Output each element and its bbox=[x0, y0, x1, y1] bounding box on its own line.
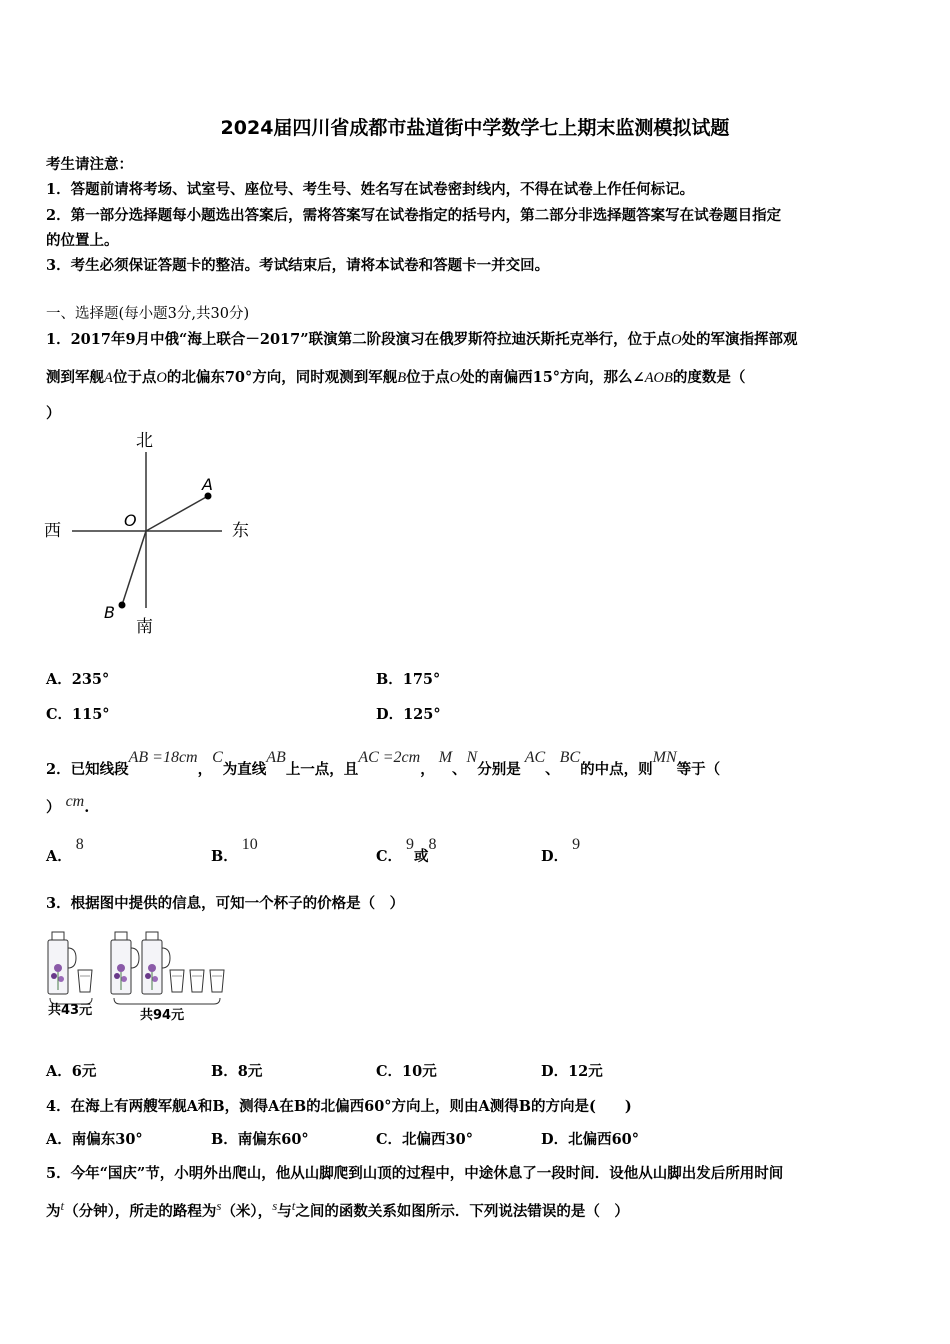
q3-option-c[interactable]: C．10元 bbox=[376, 1063, 437, 1080]
q4-stem: 4．在海上有两艘军舰A和B，测得A在B的北偏西60°方向上，则由A测得B的方向是( ) bbox=[46, 1098, 632, 1115]
q2-line-2: ） cm. bbox=[46, 793, 90, 816]
page-title: 2024届四川省成都市盐道街中学数学七上期末监测模拟试题 bbox=[220, 117, 730, 139]
cup-icon bbox=[170, 970, 184, 992]
label-west: 西 bbox=[44, 521, 61, 541]
q3-option-b[interactable]: B．8元 bbox=[211, 1063, 263, 1080]
thermos-icon bbox=[48, 932, 76, 994]
q5-line-2: 为t（分钟），所走的路程为s（米），s与t之间的函数关系如图所示．下列说法错误的是（ ） bbox=[46, 1198, 629, 1220]
q1-option-d[interactable]: D．125° bbox=[376, 706, 441, 723]
notice-item-2-cont: 的位置上。 bbox=[46, 232, 119, 249]
label-b: B bbox=[104, 603, 115, 622]
q1-direction-figure bbox=[40, 428, 270, 640]
ray-ob bbox=[122, 531, 146, 605]
q3-thermos-cups-figure bbox=[44, 926, 244, 1026]
label-total-94: 共94元 bbox=[140, 1008, 185, 1023]
q5-line-1: 5．今年“国庆”节，小明外出爬山，他从山脚爬到山顶的过程中，中途休息了一段时间．设他从山脚出发后所用时间 bbox=[46, 1165, 784, 1182]
label-north: 北 bbox=[136, 431, 153, 451]
q2-option-a[interactable]: A．8 bbox=[46, 836, 84, 865]
label-o: O bbox=[124, 511, 137, 530]
notice-item-1: 1．答题前请将考场、试室号、座位号、考生号、姓名写在试卷密封线内，不得在试卷上作任何标记。 bbox=[46, 181, 695, 198]
thermos-icon bbox=[111, 932, 139, 994]
cup-icon bbox=[190, 970, 204, 992]
q1-option-a[interactable]: A．235° bbox=[46, 671, 110, 688]
q1-option-b[interactable]: B．175° bbox=[376, 671, 441, 688]
q2-line-1: 2．已知线段AB =18cm，C为直线AB上一点，且AC =2cm， M、N分别是 AC、BC的中点，则MN等于（ bbox=[46, 749, 721, 778]
q2-option-d[interactable]: D．9 bbox=[541, 836, 581, 865]
q4-option-b[interactable]: B．南偏东60° bbox=[211, 1131, 309, 1148]
q4-option-a[interactable]: A．南偏东30° bbox=[46, 1131, 143, 1148]
q4-option-d[interactable]: D．北偏西60° bbox=[541, 1131, 640, 1148]
label-south: 南 bbox=[136, 617, 153, 637]
q1-line-1: 1．2017年9月中俄“海上联合－2017”联演第二阶段演习在俄罗斯符拉迪沃斯托克举行，位于点O处的军演指挥部观 bbox=[46, 331, 798, 348]
notice-heading: 考生请注意： bbox=[46, 156, 133, 173]
thermos-icon bbox=[142, 932, 170, 994]
cup-icon bbox=[210, 970, 224, 992]
label-east: 东 bbox=[232, 521, 249, 541]
notice-item-2: 2．第一部分选择题每小题选出答案后，需将答案写在试卷指定的括号内，第二部分非选择题答案写在试卷题目指定 bbox=[46, 207, 782, 224]
point-b bbox=[119, 602, 126, 609]
ray-oa bbox=[146, 496, 208, 531]
q3-option-a[interactable]: A．6元 bbox=[46, 1063, 97, 1080]
q3-option-d[interactable]: D．12元 bbox=[541, 1063, 603, 1080]
q2-option-c[interactable]: C．9或8 bbox=[376, 836, 437, 865]
cup-icon bbox=[78, 970, 92, 992]
q1-line-2: 测到军舰A位于点O的北偏东70°方向，同时观测到军舰B位于点O处的南偏西15°方向，那么∠AOB的度数是（ bbox=[46, 369, 746, 386]
q3-stem: 3．根据图中提供的信息，可知一个杯子的价格是（ ） bbox=[46, 895, 405, 912]
q4-option-c[interactable]: C．北偏西30° bbox=[376, 1131, 473, 1148]
q2-option-b[interactable]: B．10 bbox=[211, 836, 258, 865]
q1-line-3: ） bbox=[46, 405, 61, 422]
label-a: A bbox=[202, 475, 213, 494]
notice-item-3: 3．考生必须保证答题卡的整洁。考试结束后，请将本试卷和答题卡一并交回。 bbox=[46, 257, 550, 274]
label-total-43: 共43元 bbox=[48, 1003, 93, 1018]
section-heading: 一、选择题(每小题3分,共30分) bbox=[46, 306, 250, 322]
q1-option-c[interactable]: C．115° bbox=[46, 706, 110, 723]
